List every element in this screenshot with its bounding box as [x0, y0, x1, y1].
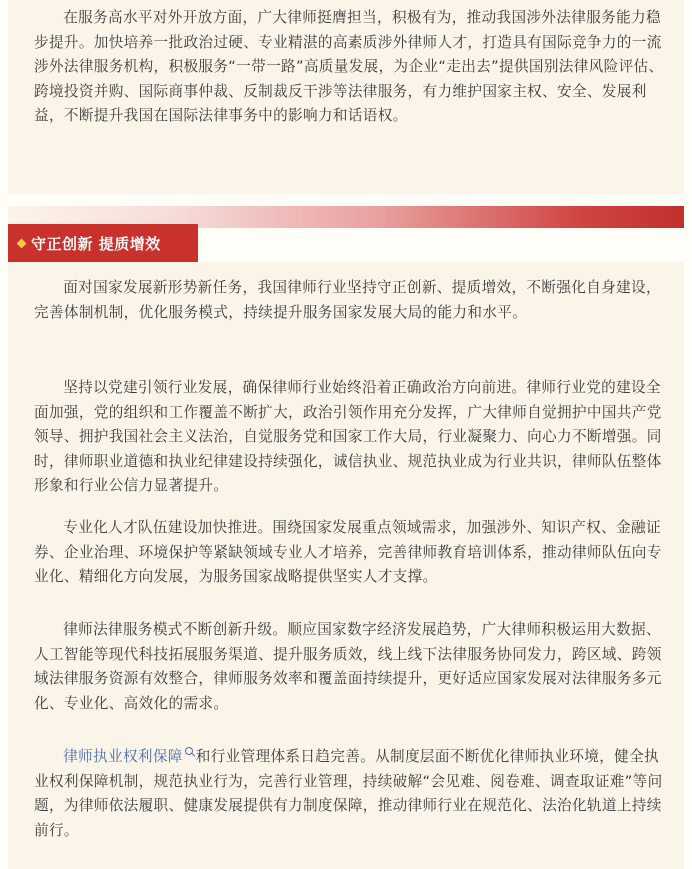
search-icon[interactable]: [185, 747, 193, 755]
section-heading: [8, 224, 198, 262]
paragraph: 专业化人才队伍建设加快推进。围绕国家发展重点领域需求，加强涉外、知识产权、金融证券、企业治理、环境保护等紧缺领域专业人才培养，完善律师教育培训体系，推动律师队伍向专业化、精细化方向发展，为服务国家战略提供坚实人才支撑。: [34, 519, 662, 585]
content-panel-bottom: [8, 262, 684, 869]
diamond-icon: [17, 238, 27, 248]
paragraph: 坚持以党建引领行业发展，确保律师行业始终沿着正确政治方向前进。律师行业党的建设全面加强，党的组织和工作覆盖不断扩大，政治引领作用充分发挥，广大律师自觉拥护中国共产党领导、拥护我国社会主义法治，自觉服务党和国家工作大局，行业凝聚力、向心力不断增强。同时，律师职业道德和执业纪律建设持续强化，诚信执业、规范执业成为行业共识，律师队伍整体形象和行业公信力显著提升。: [34, 379, 662, 494]
paragraph-with-link: [34, 745, 664, 843]
section-heading-text: 守正创新 提质增效: [31, 234, 161, 253]
paragraph: 面对国家发展新形势新任务，我国律师行业坚持守正创新、提质增效，不断强化自身建设，完善体制机制，优化服务模式，持续提升服务国家发展大局的能力和水平。: [34, 279, 661, 321]
paragraph: 律师法律服务模式不断创新升级。顺应国家数字经济发展趋势，广大律师积极运用大数据、人工智能等现代科技拓展服务渠道、提升服务质效，线上线下法律服务协同发力，跨区域、跨领域法律服务资源有效整合，律师服务效率和覆盖面持续提升，更好适应国家发展对法律服务多元化、专业化、高效化的需求。: [34, 621, 662, 712]
paragraph: 在服务高水平对外开放方面，广大律师挺膺担当，积极有为，推动我国涉外法律服务能力稳步提升。加快培养一批政治过硬、专业精湛的高素质涉外律师人才，打造具有国际竞争力的一流涉外法律服务机构，积极服务“一带一路”高质量发展，为企业“走出去”提供国别法律风险评估、跨境投资并购、国际商事仲裁、反制裁反干涉等法律服务，有力维护国家主权、安全、发展利益，不断提升我国在国际法律事务中的影响力和话语权。: [34, 9, 664, 124]
keyword-link[interactable]: 律师执业权利保障: [63, 748, 183, 765]
paragraph-text: 和行业管理体系日趋完善。从制度层面不断优化律师执业环境，健全执业权利保障机制，规范执业行为，完善行业管理，持续破解“会见难、阅卷难、调查取证难”等问题，为律师依法履职、健康发展提供有力制度保障，推动律师行业在规范化、法治化轨道上持续前行。: [34, 748, 663, 839]
content-panel-top: [8, 0, 684, 194]
